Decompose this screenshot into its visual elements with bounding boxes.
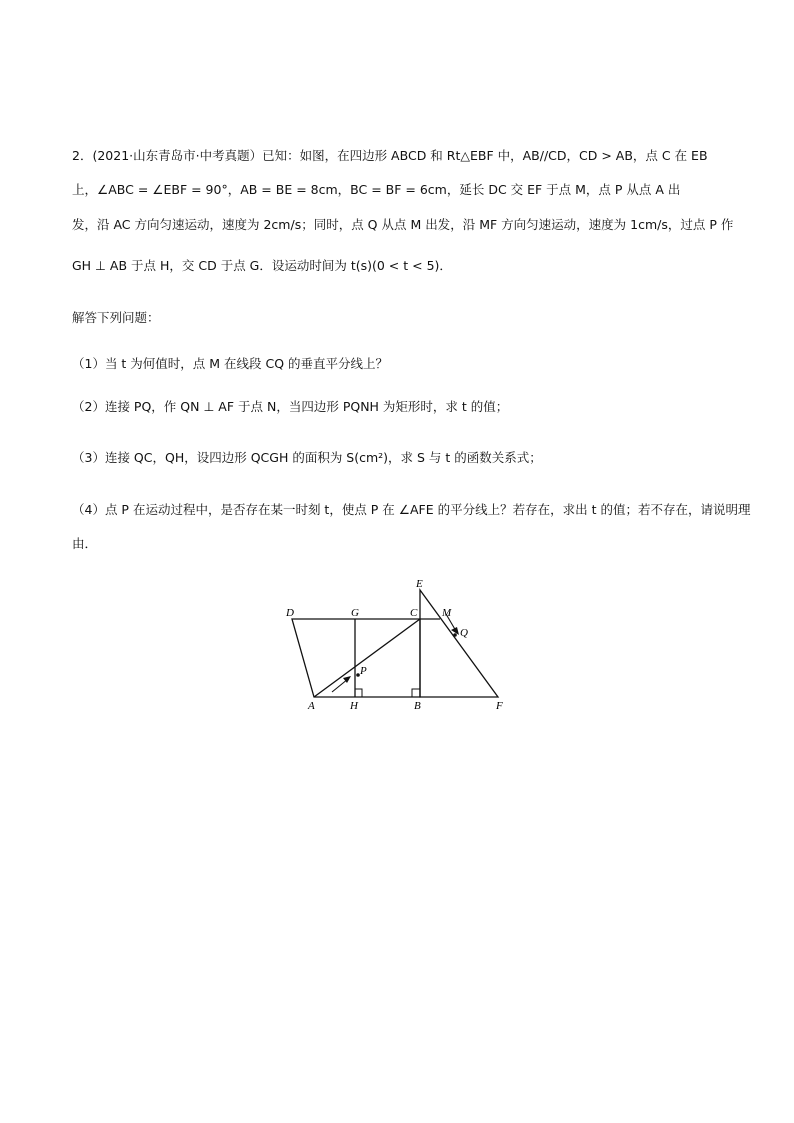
label-a: A bbox=[308, 700, 315, 712]
right-angle-h bbox=[355, 689, 362, 697]
problem-line-3: 发，沿 AC 方向匀速运动，速度为 2cm/s；同时，点 Q 从点 M 出发，沿 MF 方向匀速运动，速度为 1cm/s，过点 P 作 bbox=[72, 217, 734, 232]
label-q: Q bbox=[460, 627, 468, 639]
question-1: （1）当 t 为何值时，点 M 在线段 CQ 的垂直平分线上？ bbox=[72, 356, 389, 371]
label-p: P bbox=[360, 665, 367, 677]
question-4-line-1: （4）点 P 在运动过程中，是否存在某一时刻 t，使点 P 在 ∠AFE 的平分线上？若存在，求出 t 的值；若不存在，请说明理 bbox=[72, 502, 751, 517]
problem-line-4: GH ⊥ AB 于点 H，交 CD 于点 G．设运动时间为 t(s)(0 < t < 5)． bbox=[72, 258, 452, 273]
right-angle-b bbox=[412, 689, 420, 697]
label-d: D bbox=[286, 607, 294, 619]
label-m: M bbox=[442, 607, 452, 619]
label-c: C bbox=[410, 607, 418, 619]
question-3: （3）连接 QC，QH，设四边形 QCGH 的面积为 S(cm²)，求 S 与 t 的函数关系式； bbox=[72, 450, 542, 465]
label-g: G bbox=[351, 607, 359, 619]
problem-line-2: 上，∠ABC = ∠EBF = 90°，AB = BE = 8cm，BC = BF = 6cm，延长 DC 交 EF 于点 M，点 P 从点 A 出 bbox=[72, 182, 681, 197]
point-q bbox=[453, 633, 457, 637]
label-e: E bbox=[416, 578, 423, 590]
label-f: F bbox=[496, 700, 503, 712]
triangle-ebf bbox=[420, 590, 498, 697]
question-4-line-2: 由． bbox=[72, 536, 98, 551]
diagonal-ac bbox=[314, 619, 420, 697]
problem-line-1: 2．(2021·山东青岛市·中考真题）已知：如图，在四边形 ABCD 和 Rt△EBF 中，AB//CD，CD > AB，点 C 在 EB bbox=[72, 148, 708, 163]
geometry-figure bbox=[280, 574, 520, 714]
label-b: B bbox=[414, 700, 421, 712]
label-h: H bbox=[350, 700, 358, 712]
answer-prompt: 解答下列问题： bbox=[72, 310, 160, 325]
question-2: （2）连接 PQ，作 QN ⊥ AF 于点 N，当四边形 PQNH 为矩形时，求 t 的值； bbox=[72, 399, 509, 414]
quadrilateral-abcd bbox=[292, 619, 420, 697]
